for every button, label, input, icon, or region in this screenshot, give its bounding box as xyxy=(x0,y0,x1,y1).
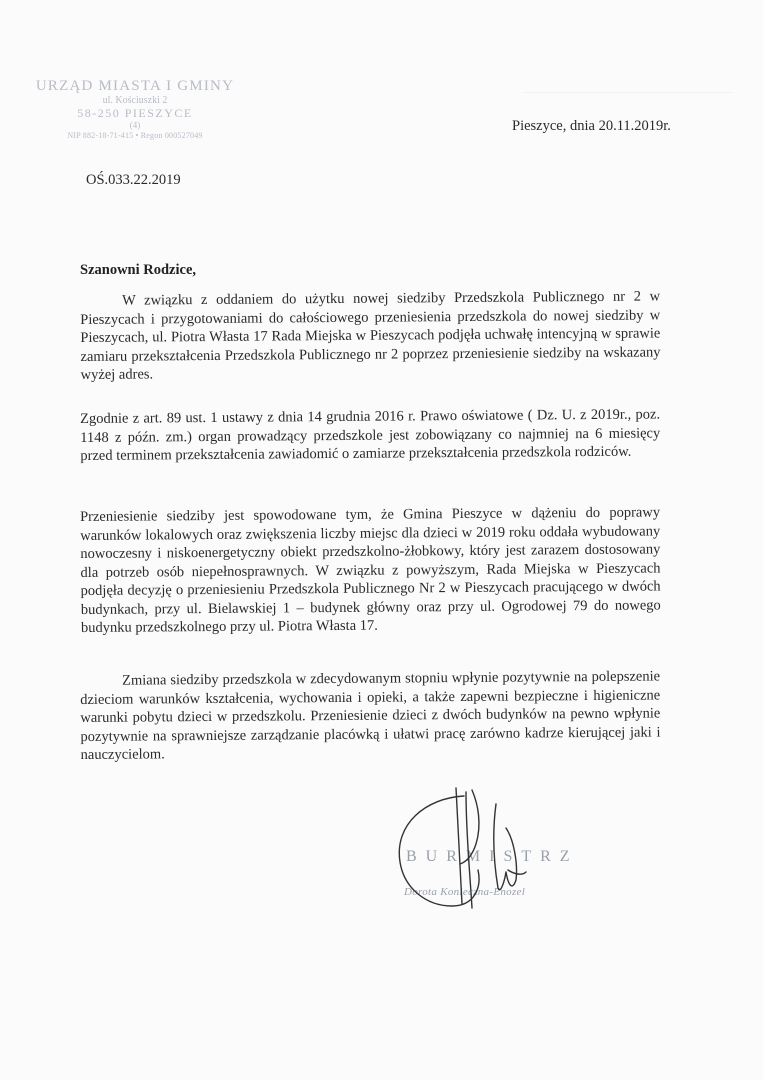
paragraph-2-text: Zgodnie z art. 89 ust. 1 ustawy z dnia 14 grudnia 2016 r. Prawo oświatowe ( Dz. U. z 2019r., poz. 1148 z późn. zm.) organ prowadzący przedszkole jest zobowiązany co najmniej na 6 miesięcy przed terminem przekształcenia zawiadomić o zamiarze przekształcenia przedszkola rodziców. xyxy=(80,406,661,464)
paragraph-4 xyxy=(80,667,661,764)
stamp-nip-regon: NIP 882-18-71-415 • Regon 000527049 xyxy=(67,131,203,140)
paragraph-3-text: Przeniesienie siedziby jest spowodowane tym, że Gmina Pieszyce w dążeniu do poprawy warunków lokalowych oraz zwiększenia liczby miejsc dla dzieci w 2019 roku oddała wybudowany nowoczesny i niskoenergetyczny obiekt przedszkolno-żłobkowy, który jest zarazem dostosowany dla potrzeb osób niepełnosprawnych. W związku z powyższym, Rada Miejska w Pieszycach podjęła decyzję o przeniesieniu Przedszkola Publicznego Nr 2 w Pieszycach pracującego w dwóch budynkach, przy ul. Bielawskiej 1 – budynek główny oraz przy ul. Ogrodowej 79 do nowego budynku przedszkolnego przy ul. Piotra Własta 17. xyxy=(80,504,661,636)
handwritten-signature xyxy=(386,784,566,914)
stamp-street: ul. Kościuszki 2 xyxy=(102,95,168,106)
stamp-postcode-city: 58-250 PIESZYCE xyxy=(77,106,193,120)
signature-icon xyxy=(386,784,566,914)
paragraph-1 xyxy=(80,287,661,384)
reference-number: OŚ.033.22.2019 xyxy=(86,172,181,188)
mayor-title-stamp: BURMISTRZ xyxy=(406,848,579,865)
stamp-number: (4) xyxy=(129,120,141,130)
office-stamp xyxy=(30,78,240,141)
stamp-office-name: URZĄD MIASTA I GMINY xyxy=(35,78,235,94)
salutation: Szanowni Rodzice, xyxy=(80,262,196,278)
mayor-name-stamp: Dorota Konieczna-Enozel xyxy=(404,886,526,898)
paragraph-4-text: Zmiana siedziby przedszkola w zdecydowanym stopniu wpłynie pozytywnie na polepszenie dzieciom warunków kształcenia, wychowania i opieki, a także zapewni bezpieczne i higieniczne warunki pobytu dzieci w przedszkolu. Przeniesienie dzieci z dwóch budynków na pewno wpłynie pozytywnie na sprawniejsze zarządzanie placówką i ułatwi pracę zarówno kadrze kierującej jaki i nauczycielom. xyxy=(80,668,661,763)
scan-artifact xyxy=(523,92,733,101)
paragraph-2 xyxy=(80,405,660,465)
paragraph-3 xyxy=(80,503,661,637)
place-and-date: Pieszyce, dnia 20.11.2019r. xyxy=(512,118,671,134)
paragraph-1-text: W związku z oddaniem do użytku nowej siedziby Przedszkola Publicznego nr 2 w Pieszycach i przygotowaniami do całościowego przeniesienia przedszkola do nowej siedziby w Pieszycach, ul. Piotra Własta 17 Rada Miejska w Pieszycach podjęła uchwałę intencyjną w sprawie zamiaru przekształcenia Przedszkola Publicznego nr 2 poprzez przeniesienie siedziby na wskazany wyżej adres. xyxy=(80,288,661,383)
